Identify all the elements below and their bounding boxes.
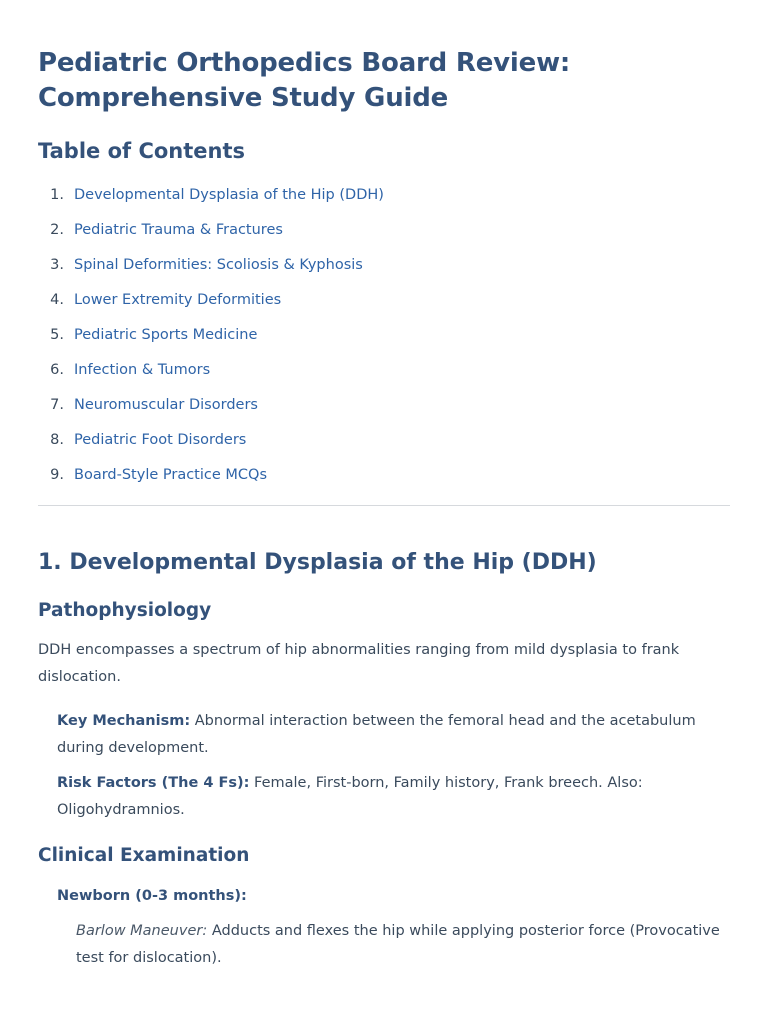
- toc-item: [38, 213, 730, 248]
- section-title-ddh: 1. Developmental Dysplasia of the Hip (DDH): [38, 550, 597, 575]
- toc-item-number: 1.: [50, 187, 64, 203]
- barlow-label: Barlow Maneuver:: [76, 923, 208, 939]
- toc-item: [38, 388, 730, 423]
- newborn-label: Newborn (0-3 months):: [57, 888, 247, 904]
- toc-link-spinal[interactable]: Spinal Deformities: Scoliosis & Kyphosis: [74, 257, 363, 273]
- risk-factors-text: Female, First-born, Family history, Frank breech. Also: Oligohydramnios.: [57, 775, 643, 818]
- toc-item: [38, 178, 730, 213]
- toc-item: [38, 458, 730, 493]
- barlow-maneuver-point: [76, 918, 730, 972]
- page-title-line1: Pediatric Orthopedics Board Review:: [38, 48, 571, 78]
- toc-link-lower-extremity[interactable]: Lower Extremity Deformities: [74, 292, 282, 308]
- toc-link-sports[interactable]: Pediatric Sports Medicine: [74, 327, 258, 343]
- barlow-text: Adducts and flexes the hip while applying posterior force (Provocative test for dislocation).: [76, 923, 720, 966]
- toc-item-number: 7.: [50, 397, 64, 413]
- clinical-points: [38, 883, 730, 910]
- toc-item-number: 2.: [50, 222, 64, 238]
- table-of-contents: [38, 178, 730, 493]
- toc-item-number: 3.: [50, 257, 64, 273]
- toc-link-foot[interactable]: Pediatric Foot Disorders: [74, 432, 247, 448]
- key-mechanism-point: [57, 708, 730, 762]
- toc-item-number: 6.: [50, 362, 64, 378]
- key-mechanism-label: Key Mechanism:: [57, 713, 191, 729]
- toc-item-number: 4.: [50, 292, 64, 308]
- page-title: [38, 0, 730, 116]
- toc-link-infection[interactable]: Infection & Tumors: [74, 362, 211, 378]
- toc-item-number: 5.: [50, 327, 64, 343]
- subheading-clinical-examination: Clinical Examination: [38, 845, 250, 866]
- toc-item: [38, 353, 730, 388]
- pathophysiology-intro: DDH encompasses a spectrum of hip abnormalities ranging from mild dysplasia to frank dislocation.: [38, 642, 680, 685]
- toc-link-trauma[interactable]: Pediatric Trauma & Fractures: [74, 222, 283, 238]
- risk-factors-point: [57, 770, 730, 824]
- toc-heading: Table of Contents: [38, 139, 246, 163]
- toc-item: [38, 248, 730, 283]
- section-divider: [38, 505, 730, 506]
- newborn-details: [38, 918, 730, 972]
- page-title-line2: Comprehensive Study Guide: [38, 83, 449, 113]
- toc-item: [38, 423, 730, 458]
- toc-link-neuromuscular[interactable]: Neuromuscular Disorders: [74, 397, 258, 413]
- toc-item-number: 8.: [50, 432, 64, 448]
- toc-item-number: 9.: [50, 467, 64, 483]
- key-mechanism-text: Abnormal interaction between the femoral head and the acetabulum during development.: [57, 713, 696, 756]
- subheading-pathophysiology: Pathophysiology: [38, 600, 212, 621]
- risk-factors-label: Risk Factors (The 4 Fs):: [57, 775, 250, 791]
- toc-item: [38, 283, 730, 318]
- toc-link-mcqs[interactable]: Board-Style Practice MCQs: [74, 467, 268, 483]
- toc-link-ddh[interactable]: Developmental Dysplasia of the Hip (DDH): [74, 187, 384, 203]
- pathophysiology-points: [38, 708, 730, 824]
- toc-item: [38, 318, 730, 353]
